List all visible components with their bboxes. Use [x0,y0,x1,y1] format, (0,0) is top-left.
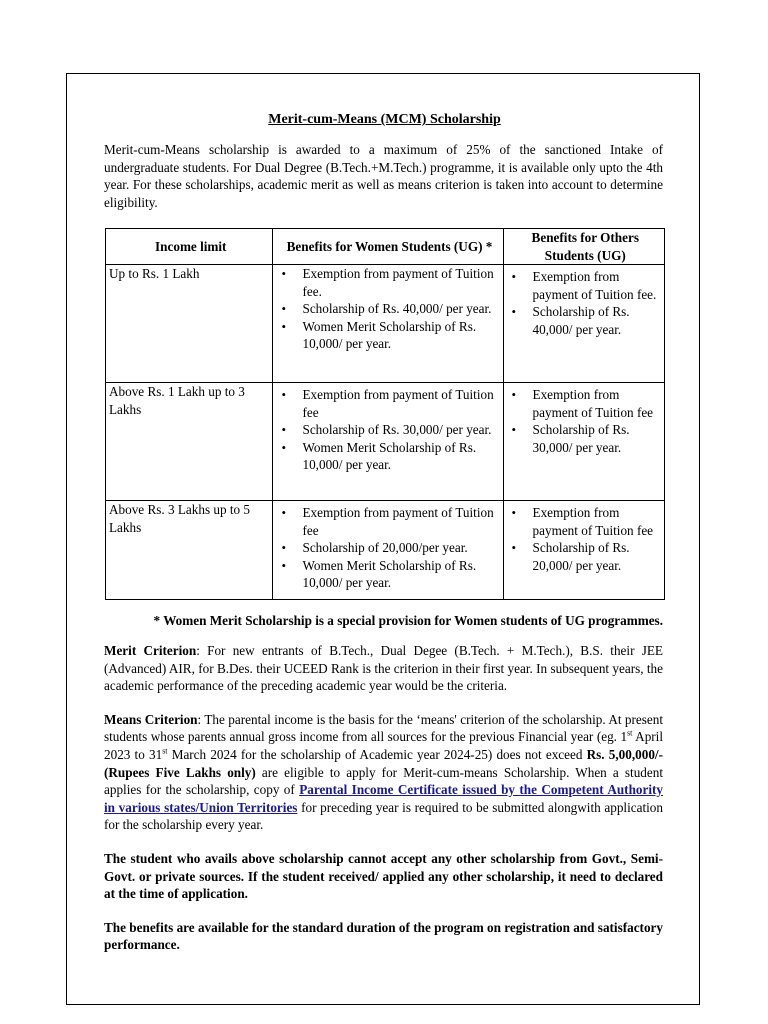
list-item: • Exemption from payment of Tuition fee [507,504,664,539]
women-benefits-cell [273,383,503,501]
income-cell: Above Rs. 1 Lakh up to 3 Lakhs [106,383,273,501]
list-item: • Exemption from payment of Tuition fee. [276,265,502,300]
merit-criterion-text: : For new entrants of B.Tech., Dual Degee (B.Tech. + M.Tech.), B.S. their JEE (Advanced) AIR, for B.Des. their UCEED Rank is the criterion in their first year. In subsequent years, the academic performance of the preceding academic year would be the criteria. [104,642,663,694]
list-item: • Women Merit Scholarship of Rs. 10,000/ per year. [276,439,502,474]
women-merit-note: * Women Merit Scholarship is a special provision for Women students of UG programmes. [153,613,663,629]
table-row [106,383,665,501]
others-benefits-cell [503,265,664,383]
list-item: • Exemption from payment of Tuition fee. [507,268,664,303]
means-text-5: for preceding year is required to be submitted alongwith application for the scholarship every year. [104,799,663,833]
list-item: • Exemption from payment of Tuition fee [276,386,502,421]
restriction-paragraph: The student who avails above scholarship cannot accept any other scholarship from Govt., Semi-Govt. or private sources. If the student received/ applied any other scholarship, it need to declared at the time of application. [104,850,663,902]
document-body [104,112,663,954]
header-others-benefits: Benefits for Others Students (UG) [503,229,664,265]
list-item: • Scholarship of 20,000/per year. [276,539,502,557]
means-text-4: are eligible to apply for Merit-cum-means Scholarship. When a student applies for the scholarship, copy of [104,764,663,798]
table-row [106,265,665,383]
list-item: • Scholarship of Rs. 20,000/ per year. [507,539,664,574]
income-limit-amount: Rs. 5,00,000/- (Rupees Five Lakhs only) [104,746,663,780]
women-benefits-cell [273,501,503,600]
list-item: • Women Merit Scholarship of Rs. 10,000/ per year. [276,557,502,592]
others-benefits-cell [503,383,664,501]
means-criterion-paragraph [104,711,663,834]
list-item: • Scholarship of Rs. 40,000/ per year. [507,303,664,338]
means-text-3: March 2024 for the scholarship of Academic year 2024-25) does not exceed [167,746,587,762]
table-header-row [106,229,665,265]
merit-criterion-label: Merit Criterion [104,642,197,658]
duration-paragraph: The benefits are available for the standard duration of the program on registration and satisfactory performance. [104,919,663,953]
income-cell: Above Rs. 3 Lakhs up to 5 Lakhs [106,501,273,600]
means-criterion-label: Means Criterion [104,711,198,727]
list-item: • Scholarship of Rs. 30,000/ per year. [276,421,502,439]
superscript-st: st [627,728,633,738]
merit-criterion-paragraph [104,642,663,695]
intro-paragraph: Merit-cum-Means scholarship is awarded to a maximum of 25% of the sanctioned Intake of undergraduate students. For Dual Degree (B.Tech.+M.Tech.) programme, it is available only upto the 4th year. For these scholarships, academic merit as well as means criterion is taken into account to determine eligibility. [104,142,663,210]
scholarship-table [105,228,665,600]
list-item: • Scholarship of Rs. 40,000/ per year. [276,300,502,318]
superscript-st: st [162,746,168,756]
list-item: • Exemption from payment of Tuition fee [276,504,502,539]
means-text-1: : The parental income is the basis for the ‘means' criterion of the scholarship. At present students whose parents annual gross income from all sources for the previous Financial year (eg. 1 [104,711,664,745]
others-benefits-cell [503,501,664,600]
header-income-limit: Income limit [106,229,273,265]
list-item: • Exemption from payment of Tuition fee [507,386,664,421]
women-benefits-cell [273,265,503,383]
income-certificate-link[interactable]: Parental Income Certificate issued by the Competent Authority in various states/Union Territories [104,782,663,815]
list-item: • Scholarship of Rs. 30,000/ per year. [507,421,664,456]
header-women-benefits: Benefits for Women Students (UG) * [273,229,503,265]
means-text-2: April 2023 to 31 [104,729,664,762]
income-cell: Up to Rs. 1 Lakh [106,265,273,383]
page-title: Merit-cum-Means (MCM) Scholarship [268,112,501,127]
table-row [106,501,665,600]
list-item: • Women Merit Scholarship of Rs. 10,000/ per year. [276,318,502,353]
